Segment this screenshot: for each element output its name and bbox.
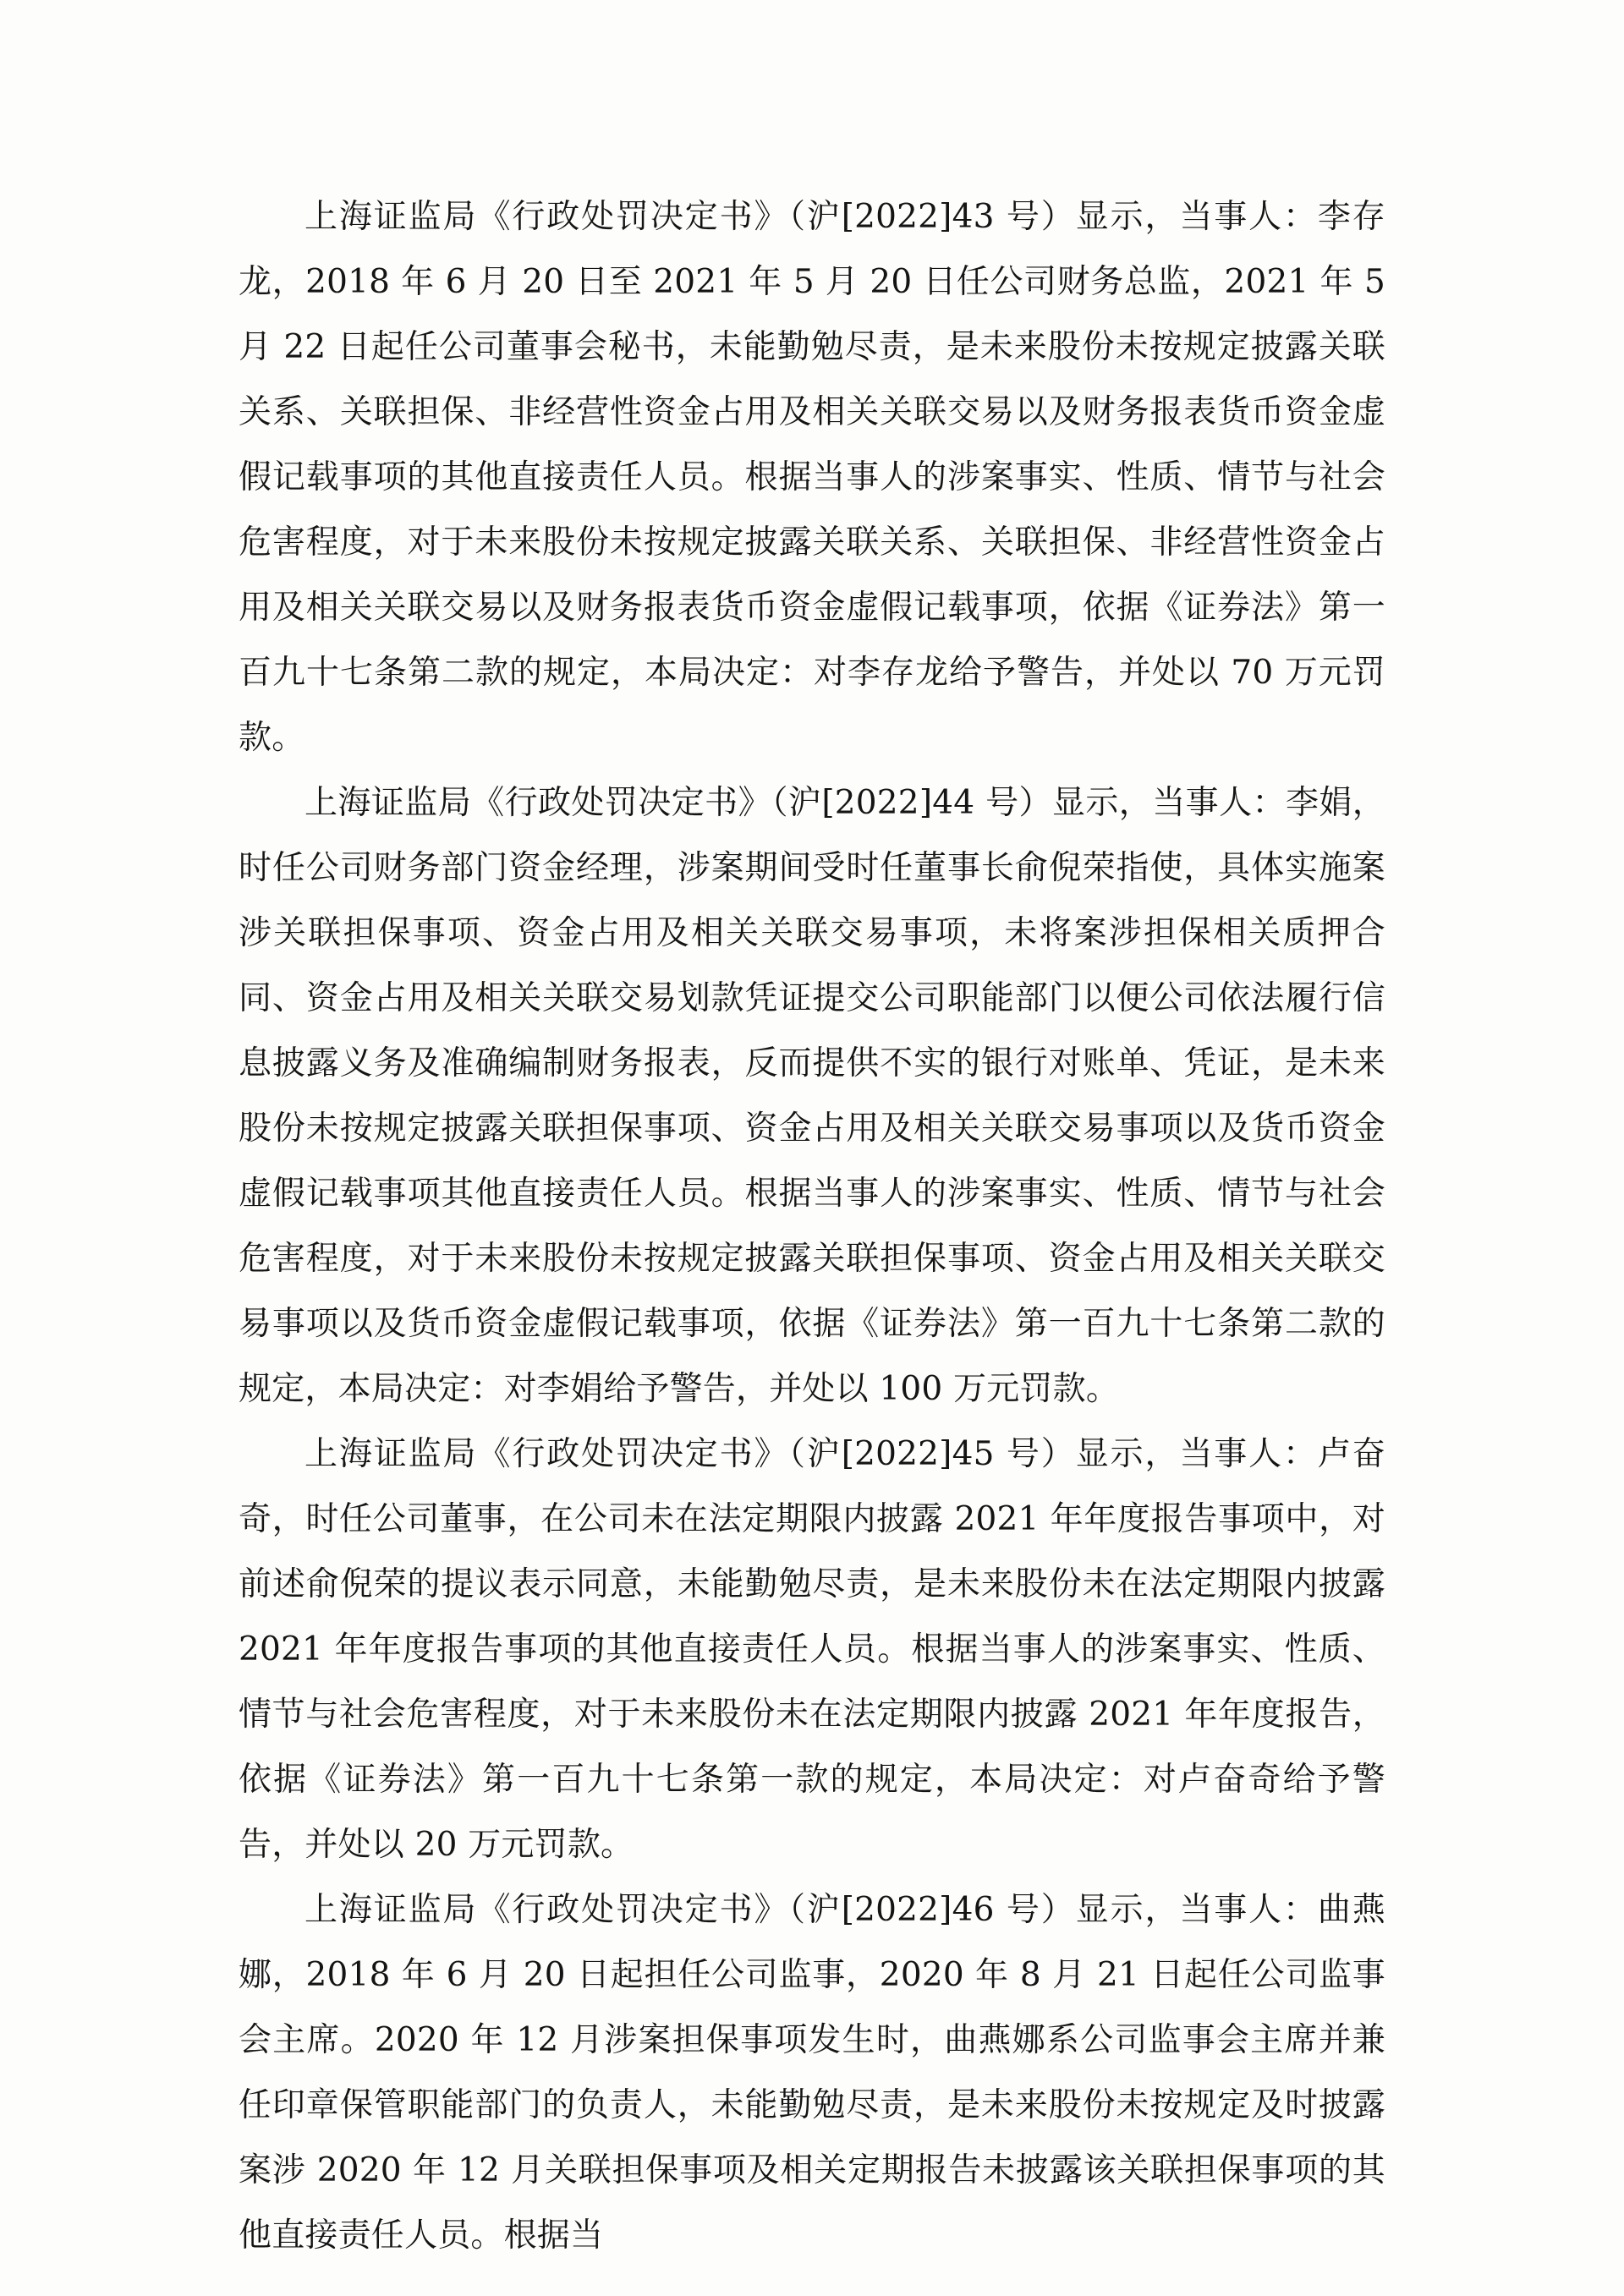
paragraph-penalty-44-lijuan: 上海证监局《行政处罚决定书》（沪[2022]44 号）显示，当事人：李娟，时任公司财务部门资金经理，涉案期间受时任董事长俞倪荣指使，具体实施案涉关联担保事项、资金占用及相关关联交易事项，未将案涉担保相关质押合同、资金占用及相关关联交易划款凭证提交公司职能部门以便公司依法履行信息披露义务及准确编制财务报表，反而提供不实的银行对账单、凭证，是未来股份未按规定披露关联担保事项、资金占用及相关关联交易事项以及货币资金虚假记载事项其他直接责任人员。根据当事人的涉案事实、性质、情节与社会危害程度，对于未来股份未按规定披露关联担保事项、资金占用及相关关联交易事项以及货币资金虚假记载事项，依据《证券法》第一百九十七条第二款的规定，本局决定：对李娟给予警告，并处以 100 万元罚款。 [239,784,1385,1408]
paragraph-penalty-46-quyanna: 上海证监局《行政处罚决定书》（沪[2022]46 号）显示，当事人：曲燕娜，2018 年 6 月 20 日起担任公司监事，2020 年 8 月 21 日起任公司监事会主席。2020 年 12 月涉案担保事项发生时，曲燕娜系公司监事会主席并兼任印章保管职能部门的负责人，未能勤勉尽责，是未来股份未按规定及时披露案涉 2020 年 12 月关联担保事项及相关定期报告未披露该关联担保事项的其他直接责任人员。根据当 [239,1891,1385,2255]
paragraph-penalty-45-lufenqi: 上海证监局《行政处罚决定书》（沪[2022]45 号）显示，当事人：卢奋奇，时任公司董事，在公司未在法定期限内披露 2021 年年度报告事项中，对前述俞倪荣的提议表示同意，未能勤勉尽责，是未来股份未在法定期限内披露 2021 年年度报告事项的其他直接责任人员。根据当事人的涉案事实、性质、情节与社会危害程度，对于未来股份未在法定期限内披露 2021 年年度报告，依据《证券法》第一百九十七条第一款的规定，本局决定：对卢奋奇给予警告，并处以 20 万元罚款。 [239,1435,1385,1864]
paragraph-penalty-43-licunlong: 上海证监局《行政处罚决定书》（沪[2022]43 号）显示，当事人：李存龙，2018 年 6 月 20 日至 2021 年 5 月 20 日任公司财务总监，2021 年 5 月 22 日起任公司董事会秘书，未能勤勉尽责，是未来股份未按规定披露关联关系、关联担保、非经营性资金占用及相关关联交易以及财务报表货币资金虚假记载事项的其他直接责任人员。根据当事人的涉案事实、性质、情节与社会危害程度，对于未来股份未按规定披露关联关系、关联担保、非经营性资金占用及相关关联交易以及财务报表货币资金虚假记载事项，依据《证券法》第一百九十七条第二款的规定，本局决定：对李存龙给予警告，并处以 70 万元罚款。 [239,198,1385,757]
document-text-column [239,184,1385,2268]
